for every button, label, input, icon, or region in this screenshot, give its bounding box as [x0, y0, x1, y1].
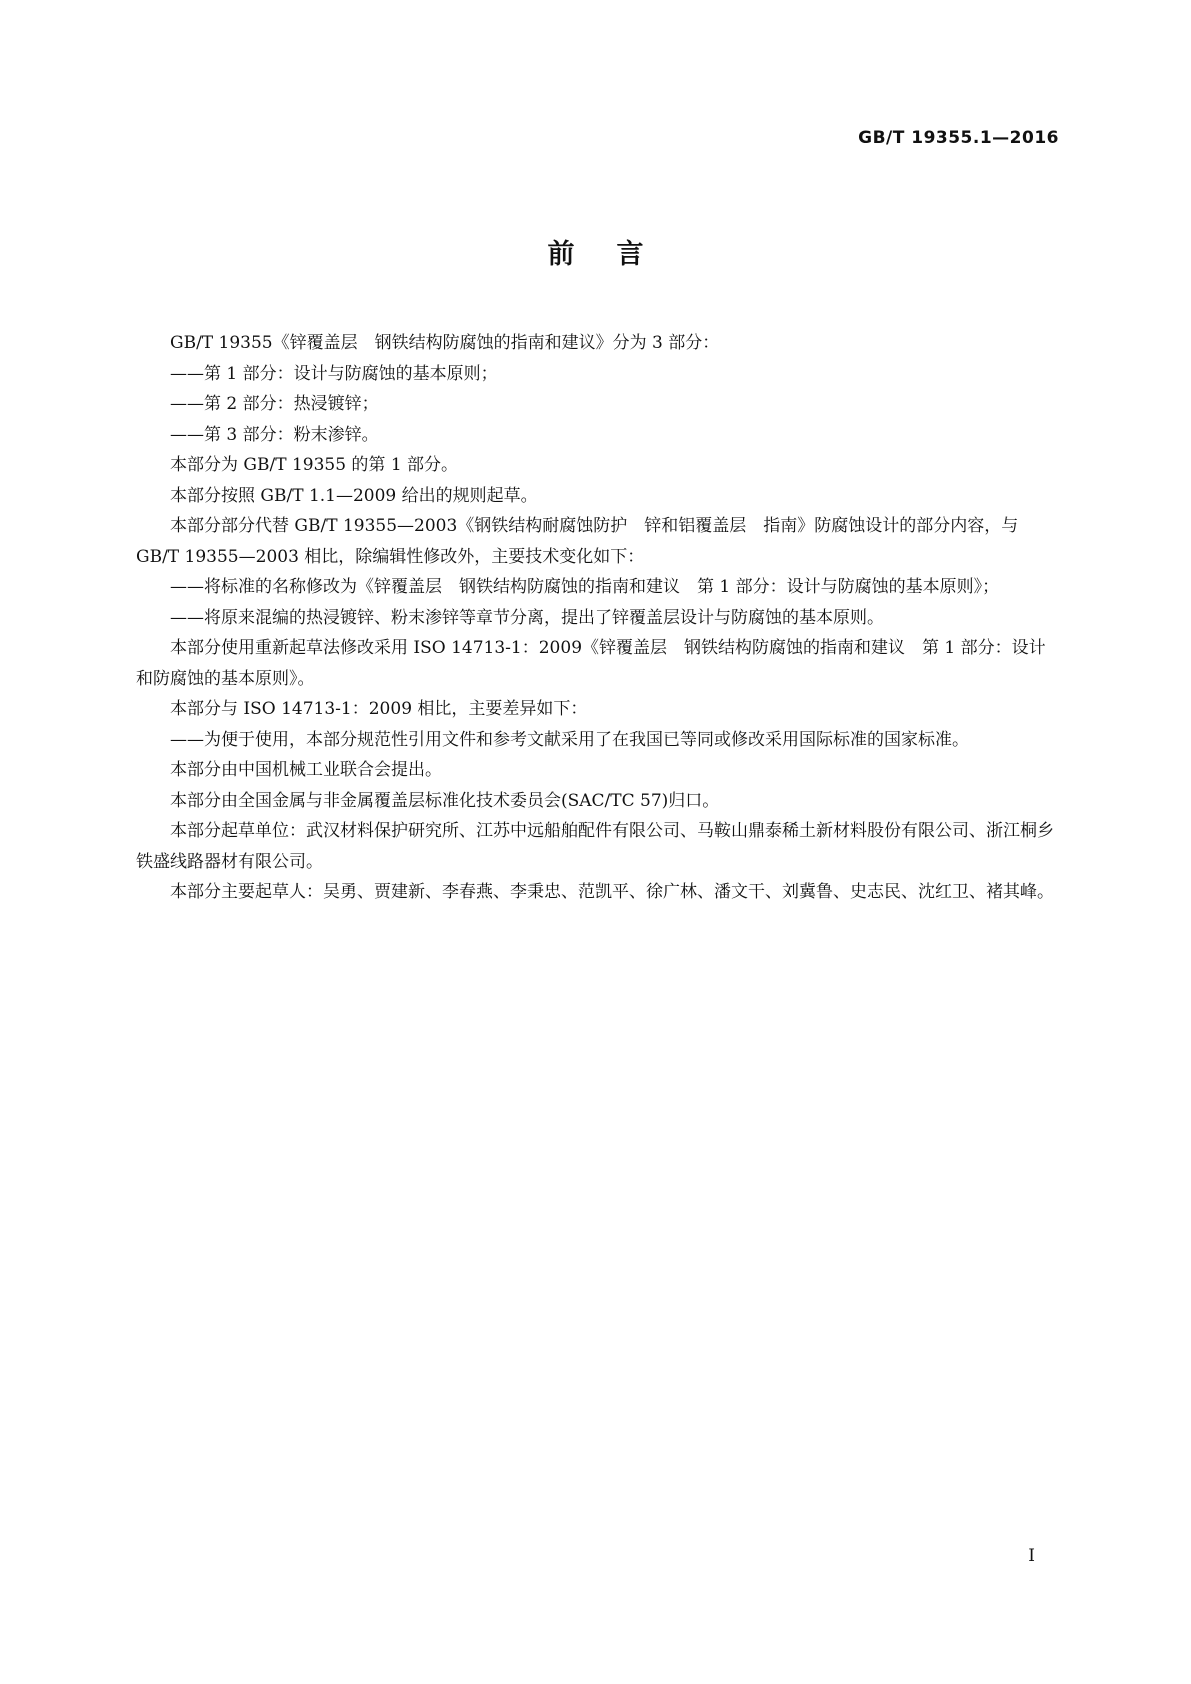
- dash-list-item: ——将原来混编的热浸镀锌、粉末渗锌等章节分离，提出了锌覆盖层设计与防腐蚀的基本原则。: [170, 607, 884, 628]
- paragraph: 本部分按照 GB/T 1.1—2009 给出的规则起草。: [170, 485, 538, 506]
- dash-list-item: ——第 3 部分：粉末渗锌。: [170, 424, 379, 445]
- page-title: 前言: [547, 239, 686, 270]
- paragraph: 本部分部分代替 GB/T 19355—2003《钢铁结构耐腐蚀防护 锌和铝覆盖层 指南》防腐蚀设计的部分内容，与 GB/T 19355—2003 相比，除编辑性修改外，主要技术变化如下：: [136, 516, 1019, 567]
- paragraph: 本部分由中国机械工业联合会提出。: [170, 760, 442, 780]
- page-number: I: [1028, 1546, 1035, 1566]
- dash-list-item: ——第 1 部分：设计与防腐蚀的基本原则；: [170, 363, 498, 384]
- standard-number: GB/T 19355.1—2016: [858, 128, 1059, 148]
- dash-list-item: ——将标准的名称修改为《锌覆盖层 钢铁结构防腐蚀的指南和建议 第 1 部分：设计与防腐蚀的基本原则》；: [170, 577, 1000, 597]
- paragraph: 本部分由全国金属与非金属覆盖层标准化技术委员会(SAC/TC 57)归口。: [170, 790, 720, 811]
- dash-list-item: ——第 2 部分：热浸镀锌；: [170, 394, 379, 414]
- paragraph: 本部分使用重新起草法修改采用 ISO 14713-1：2009《锌覆盖层 钢铁结构防腐蚀的指南和建议 第 1 部分：设计和防腐蚀的基本原则》。: [136, 638, 1046, 689]
- paragraph: 本部分主要起草人：吴勇、贾建新、李春燕、李秉忠、范凯平、徐广林、潘文干、刘冀鲁、史志民、沈红卫、褚其峰。: [170, 882, 1054, 902]
- paragraph: GB/T 19355《锌覆盖层 钢铁结构防腐蚀的指南和建议》分为 3 部分：: [170, 333, 720, 353]
- foreword-body: [136, 328, 1056, 908]
- paragraph: 本部分与 ISO 14713-1：2009 相比，主要差异如下：: [170, 699, 588, 719]
- dash-list-item: ——为便于使用，本部分规范性引用文件和参考文献采用了在我国已等同或修改采用国际标准的国家标准。: [170, 729, 969, 750]
- paragraph: 本部分为 GB/T 19355 的第 1 部分。: [170, 455, 459, 475]
- paragraph: 本部分起草单位：武汉材料保护研究所、江苏中远船舶配件有限公司、马鞍山鼎泰稀土新材料股份有限公司、浙江桐乡铁盛线路器材有限公司。: [136, 821, 1054, 872]
